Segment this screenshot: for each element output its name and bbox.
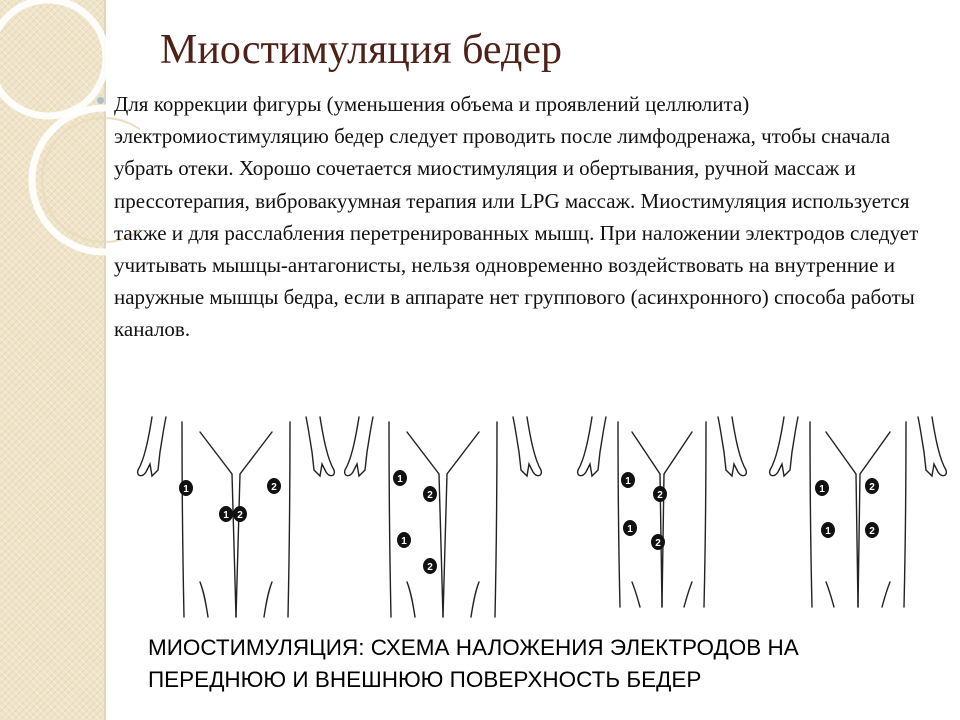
diagram-2 <box>345 417 542 617</box>
electrode-10 <box>653 486 667 502</box>
electrode-label: 2 <box>869 482 875 493</box>
electrode-label: 2 <box>427 562 433 573</box>
electrode-diagrams <box>132 412 952 624</box>
electrode-label: 1 <box>223 510 229 521</box>
electrode-12 <box>651 534 665 550</box>
electrode-1 <box>179 480 193 496</box>
electrode-label: 1 <box>627 524 633 535</box>
electrode-label: 1 <box>819 484 825 495</box>
electrode-label: 1 <box>401 536 407 547</box>
electrode-label: 1 <box>825 526 831 537</box>
bullet-icon <box>97 97 104 104</box>
slide-title: Миостимуляция бедер <box>160 27 563 73</box>
electrode-label: 2 <box>869 526 875 537</box>
electrode-6 <box>423 486 437 502</box>
caption-line-1: МИОСТИМУЛЯЦИЯ: СХЕМА НАЛОЖЕНИЯ ЭЛЕКТРОДОВ НА <box>148 635 799 660</box>
electrode-14 <box>865 478 879 494</box>
electrode-label: 2 <box>271 482 277 493</box>
figure-caption <box>148 632 938 696</box>
electrode-label: 2 <box>427 490 433 501</box>
electrode-9 <box>621 472 635 488</box>
electrode-7 <box>397 532 411 548</box>
electrode-16 <box>865 522 879 538</box>
electrode-label: 2 <box>237 510 243 521</box>
electrode-label: 2 <box>655 538 661 549</box>
electrode-label: 1 <box>183 484 189 495</box>
electrode-2 <box>267 478 281 494</box>
electrode-5 <box>393 470 407 486</box>
electrode-11 <box>623 520 637 536</box>
electrode-label: 2 <box>657 490 663 501</box>
electrode-15 <box>821 522 835 538</box>
electrode-label: 1 <box>625 476 631 487</box>
diagram-3 <box>578 417 747 607</box>
caption-line-2: ПЕРЕДНЮЮ И ВНЕШНЮЮ ПОВЕРХНОСТЬ БЕДЕР <box>148 667 702 692</box>
electrode-3 <box>219 506 233 522</box>
diagram-4 <box>770 417 947 607</box>
electrode-4 <box>233 506 247 522</box>
body-paragraph: Для коррекции фигуры (уменьшения объема и проявлений целлюлита) электромиостимуляцию бедер следует проводить после лимфодренажа, чтобы сначала убрать отеки. Хорошо сочетается миостимуляция и обертывания, ручной массаж и прессотерапия, вибровакуумная терапия или LPG массаж. Миостимуляция используется также и для расслабления перетренированных мышц. При наложении электродов следует учитывать мышцы-антагонисты, нельзя одновременно воздействовать на внутренние и наружные мышцы бедра, если в аппарате нет группового (асинхронного) способа работы каналов. <box>114 92 919 342</box>
electrode-label: 1 <box>397 474 403 485</box>
electrode-8 <box>423 558 437 574</box>
electrode-13 <box>815 480 829 496</box>
